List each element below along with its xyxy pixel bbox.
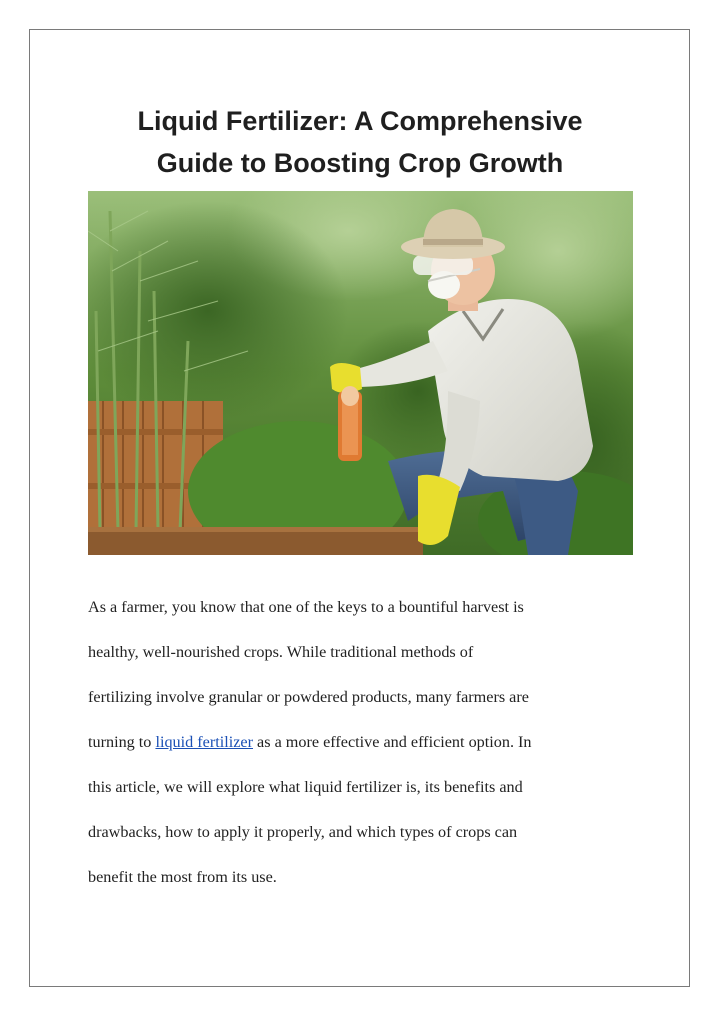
- paragraph-line-1: As a farmer, you know that one of the keys to a bountiful harvest is: [88, 598, 524, 616]
- paragraph-line-2: healthy, well-nourished crops. While traditional methods of: [88, 643, 474, 661]
- paragraph-line-5: this article, we will explore what liquid fertilizer is, its benefits and: [88, 778, 523, 796]
- article-intro-paragraph: [88, 585, 648, 900]
- paragraph-line-4-before: turning to: [88, 733, 156, 751]
- title-line-1: Liquid Fertilizer: A Comprehensive: [137, 106, 583, 136]
- article-photo: [88, 191, 633, 555]
- paragraph-line-4-after: as a more effective and efficient option. In: [253, 733, 532, 751]
- page-title: [60, 100, 660, 184]
- title-line-2: Guide to Boosting Crop Growth: [156, 148, 564, 178]
- paragraph-line-6: drawbacks, how to apply it properly, and which types of crops can: [88, 823, 518, 841]
- liquid-fertilizer-link[interactable]: liquid fertilizer: [155, 733, 253, 751]
- paragraph-line-4: [88, 720, 648, 765]
- paragraph-line-7: benefit the most from its use.: [88, 868, 277, 886]
- paragraph-line-3: fertilizing involve granular or powdered products, many farmers are: [88, 688, 529, 706]
